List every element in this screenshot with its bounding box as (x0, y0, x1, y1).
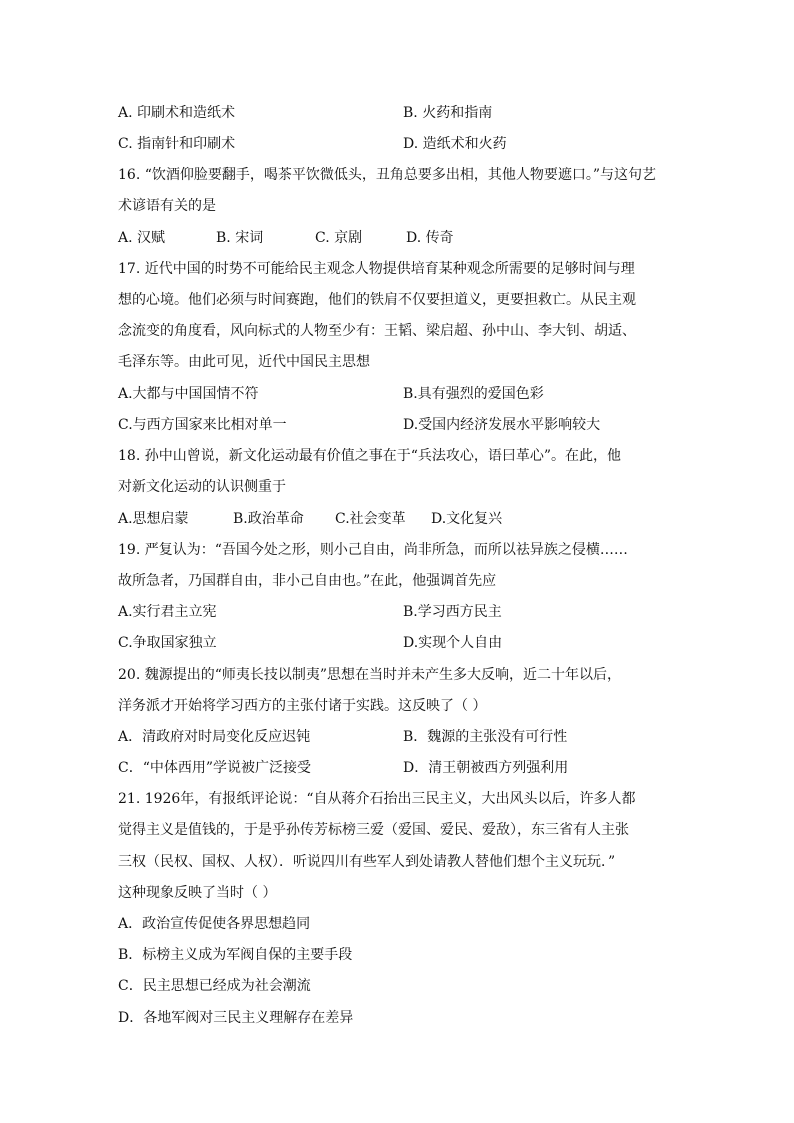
q21-option-d: D．各地军阀对三民主义理解存在差异 (118, 1010, 354, 1026)
q21-stem-line-2: 觉得主义是值钱的，于是乎孙传芳标榜三爱（爱国、爱民、爱敌），东三省有人主张 (118, 822, 629, 838)
q21-stem-line-3: 三权（民权、国权、人权）．听说四川有些军人到处请教人替他们想个主义玩玩．” (118, 854, 616, 870)
q19-option-d: D.实现个人自由 (403, 635, 503, 651)
q18-option-b: B.政治革命 (233, 511, 304, 527)
q20-option-c: C．“中体西用”学说被广泛接受 (118, 760, 312, 776)
q20-option-b: B．魏源的主张没有可行性 (403, 729, 568, 745)
q17-option-d: D.受国内经济发展水平影响较大 (403, 417, 601, 433)
q19-option-a: A.实行君主立宪 (118, 604, 217, 620)
q19-option-c: C.争取国家独立 (118, 635, 217, 651)
q20-option-d: D．清王朝被西方列强利用 (403, 760, 569, 776)
q17-stem-line-3: 念流变的角度看，风向标式的人物至少有：王韬、梁启超、孙中山、李大钊、胡适、 (118, 323, 636, 339)
q20-option-a: A．清政府对时局变化反应迟钝 (118, 729, 311, 745)
q15-option-c: C. 指南针和印刷术 (118, 136, 236, 152)
q21-option-c: C．民主思想已经成为社会潮流 (118, 978, 311, 994)
q17-option-c: C.与西方国家来比相对单一 (118, 417, 287, 433)
q20-stem-line-2: 洋务派才开始将学习西方的主张付诸于实践。这反映了（ ） (118, 698, 487, 714)
q17-option-b: B.具有强烈的爱国色彩 (403, 386, 544, 402)
q15-option-b: B. 火药和指南 (403, 105, 493, 121)
q21-option-a: A．政治宣传促使各界思想趋同 (118, 916, 311, 932)
q20-stem-line-1: 20. 魏源提出的“师夷长技以制夷”思想在当时并未产生多大反响，近二十年以后， (118, 667, 622, 683)
q18-option-d: D.文化复兴 (431, 511, 503, 527)
q18-option-c: C.社会变革 (335, 511, 406, 527)
q18-option-a: A.思想启蒙 (118, 511, 189, 527)
q21-stem-line-4: 这种现象反映了当时（ ） (118, 885, 277, 901)
q21-option-b: B．标榜主义成为军阀自保的主要手段 (118, 947, 353, 963)
q17-option-a: A.大都与中国国情不符 (118, 386, 259, 402)
q15-option-a: A. 印刷术和造纸术 (118, 105, 236, 121)
q21-stem-line-1: 21. 1926年，有报纸评论说：“自从蒋介石抬出三民主义，大出风头以后，许多人都 (118, 791, 636, 807)
q16-option-c: C. 京剧 (315, 230, 363, 246)
q17-stem-line-1: 17. 近代中国的时势不可能给民主观念人物提供培育某种观念所需要的足够时间与理 (118, 261, 635, 277)
q17-stem-line-4: 毛泽东等。由此可见，近代中国民主思想 (118, 354, 370, 370)
q16-option-b: B. 宋词 (216, 230, 264, 246)
q16-option-d: D. 传奇 (406, 230, 454, 246)
q19-stem-line-2: 故所急者，乃国群自由，非小己自由也。”在此，他强调首先应 (118, 573, 497, 589)
q16-stem-line-1: 16. “饮酒仰脸要翻手，喝茶平饮微低头，丑角总要多出相，其他人物要遮口。”与这句艺 (118, 167, 657, 183)
q18-stem-line-1: 18. 孙中山曾说，新文化运动最有价值之事在于“兵法攻心，语曰革心”。在此，他 (118, 448, 622, 464)
q16-option-a: A. 汉赋 (118, 230, 166, 246)
q19-stem-line-1: 19. 严复认为：“吾国今处之形，则小己自由，尚非所急，而所以祛异族之侵横…… (118, 542, 628, 558)
q17-stem-line-2: 想的心境。他们必须与时间赛跑，他们的铁肩不仅要担道义，更要担救亡。从民主观 (118, 292, 636, 308)
q15-option-d: D. 造纸术和火药 (403, 136, 507, 152)
q16-stem-line-2: 术谚语有关的是 (118, 198, 216, 214)
q19-option-b: B.学习西方民主 (403, 604, 502, 620)
q18-stem-line-2: 对新文化运动的认识侧重于 (118, 479, 286, 495)
